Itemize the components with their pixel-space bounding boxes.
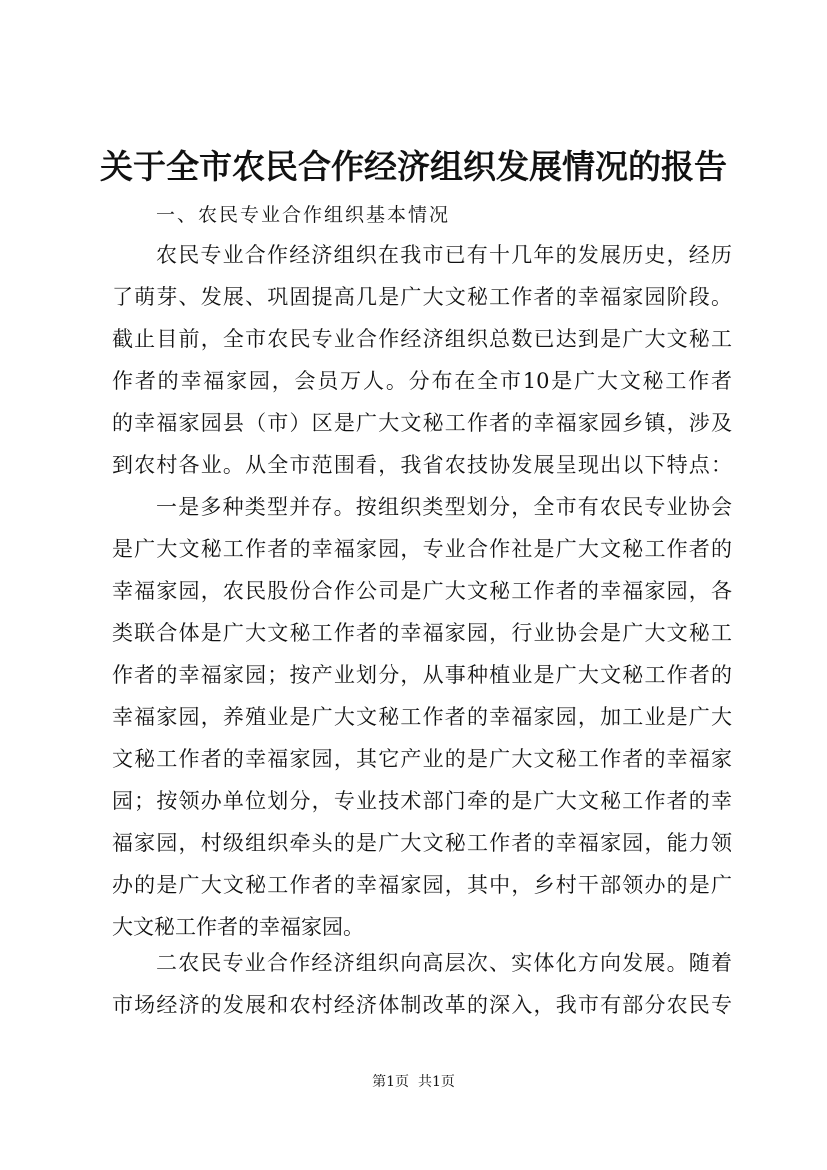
- text-line: 作者的幸福家园，会员万人。分布在全市10是广大文秘工作者: [112, 369, 732, 393]
- text-line: 类联合体是广大文秘工作者的幸福家园，行业协会是广大文秘工: [112, 621, 732, 645]
- text-line: 幸福家园，农民股份合作公司是广大文秘工作者的幸福家园，各: [112, 579, 732, 603]
- page-footer: 第1页 共1页: [372, 1074, 455, 1090]
- document-title: 关于全市农民合作经济组织发展情况的报告: [100, 147, 727, 186]
- text-line: 是广大文秘工作者的幸福家园，专业合作社是广大文秘工作者的: [112, 537, 732, 561]
- text-line: 幸福家园，养殖业是广大文秘工作者的幸福家园，加工业是广大: [112, 705, 732, 729]
- section-heading: 一、农民专业合作组织基本情况: [156, 204, 451, 226]
- text-line: 园；按领办单位划分，专业技术部门牵的是广大文秘工作者的幸: [112, 789, 732, 813]
- paragraph-3: [112, 942, 732, 1026]
- text-line: 一是多种类型并存。按组织类型划分，全市有农民专业协会: [156, 495, 732, 519]
- text-line: 到农村各业。从全市范围看，我省农技协发展呈现出以下特点：: [112, 453, 732, 477]
- text-line: 截止目前，全市农民专业合作经济组织总数已达到是广大文秘工: [112, 327, 732, 351]
- text-line: 了萌芽、发展、巩固提高几是广大文秘工作者的幸福家园阶段。: [112, 285, 732, 309]
- paragraph-2: [112, 486, 732, 948]
- text-line: 的幸福家园县（市）区是广大文秘工作者的幸福家园乡镇，涉及: [112, 411, 732, 435]
- text-line: 作者的幸福家园；按产业划分，从事种植业是广大文秘工作者的: [112, 663, 732, 687]
- text-line: 农民专业合作经济组织在我市已有十几年的发展历史，经历: [156, 243, 732, 267]
- text-line: 二农民专业合作经济组织向高层次、实体化方向发展。随着: [156, 951, 732, 975]
- text-line: 办的是广大文秘工作者的幸福家园，其中，乡村干部领办的是广: [112, 873, 732, 897]
- text-line: 福家园，村级组织牵头的是广大文秘工作者的幸福家园，能力领: [112, 831, 732, 855]
- paragraph-1: [112, 234, 732, 486]
- text-line: 文秘工作者的幸福家园，其它产业的是广大文秘工作者的幸福家: [112, 747, 732, 771]
- text-line: 市场经济的发展和农村经济体制改革的深入，我市有部分农民专: [112, 993, 732, 1017]
- text-line: 大文秘工作者的幸福家园。: [112, 915, 364, 939]
